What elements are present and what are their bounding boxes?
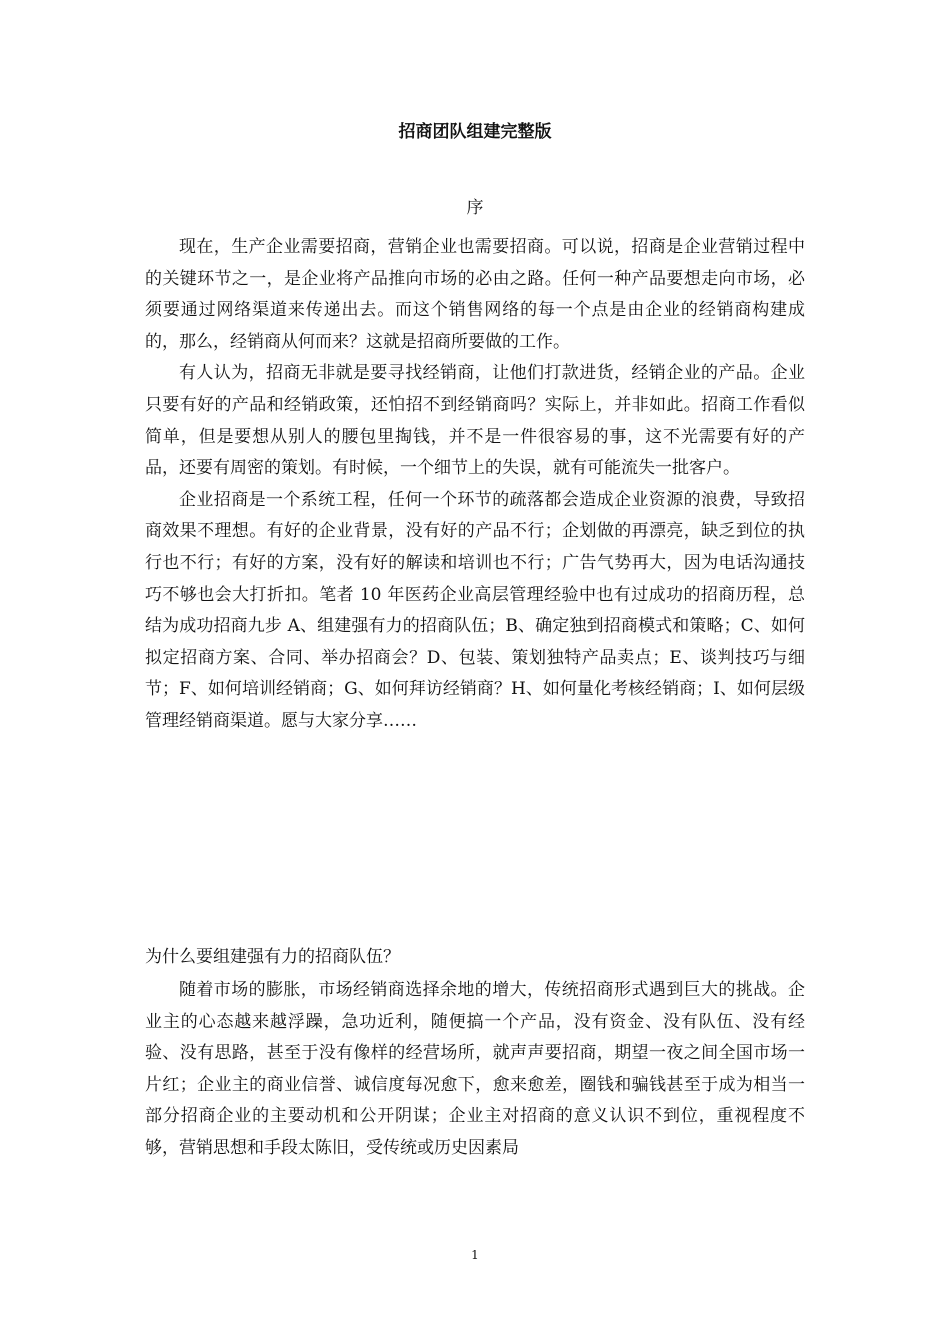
paragraph: 现在，生产企业需要招商，营销企业也需要招商。可以说，招商是企业营销过程中的关键环节之一，是企业将产品推向市场的必由之路。任何一种产品要想走向市场，必须要通过网络渠道来传递出去。而这个销售网络的每一个点是由企业的经销商构建成的，那么，经销商从何而来？这就是招商所要做的工作。 [145, 237, 805, 352]
preface-body [145, 232, 805, 738]
section-heading: 为什么要组建强有力的招商队伍？ [145, 947, 400, 967]
paragraph: 有人认为，招商无非就是要寻找经销商，让他们打款进货，经销企业的产品。企业只要有好的产品和经销政策，还怕招不到经销商吗？实际上，并非如此。招商工作看似简单，但是要想从别人的腰包里掏钱，并不是一件很容易的事，这不光需要有好的产品，还要有周密的策划。有时候，一个细节上的失误，就有可能流失一批客户。 [145, 363, 805, 479]
page-number: 1 [471, 1248, 479, 1262]
preface-heading: 序 [466, 198, 484, 218]
document-title: 招商团队组建完整版 [398, 122, 552, 142]
section-body [145, 975, 805, 1165]
paragraph: 随着市场的膨胀，市场经销商选择余地的增大，传统招商形式遇到巨大的挑战。企业主的心态越来越浮躁，急功近利，随便搞一个产品，没有资金、没有队伍、没有经验、没有思路，甚至于没有像样的经营场所，就声声要招商，期望一夜之间全国市场一片红；企业主的商业信誉、诚信度每况愈下，愈来愈差，圈钱和骗钱甚至于成为相当一部分招商企业的主要动机和公开阴谋；企业主对招商的意义认识不到位，重视程度不够，营销思想和手段太陈旧，受传统或历史因素局 [145, 980, 805, 1158]
paragraph: 企业招商是一个系统工程，任何一个环节的疏落都会造成企业资源的浪费，导致招商效果不理想。有好的企业背景，没有好的产品不行；企划做的再漂亮，缺乏到位的执行也不行；有好的方案，没有好的解读和培训也不行；广告气势再大，因为电话沟通技巧不够也会大打折扣。笔者 10 年医药企业高层管理经验中也有过成功的招商历程，总结为成功招商九步 A、组建强有力的招商队伍；B、确定独到招商模式和策略；C、如何拟定招商方案、合同、举办招商会？D、包装、策划独特产品卖点；E、谈判技巧与细节；F、如何培训经销商；G、如何拜访经销商？H、如何量化考核经销商；I、如何层级管理经销商渠道。愿与大家分享…… [145, 489, 805, 731]
